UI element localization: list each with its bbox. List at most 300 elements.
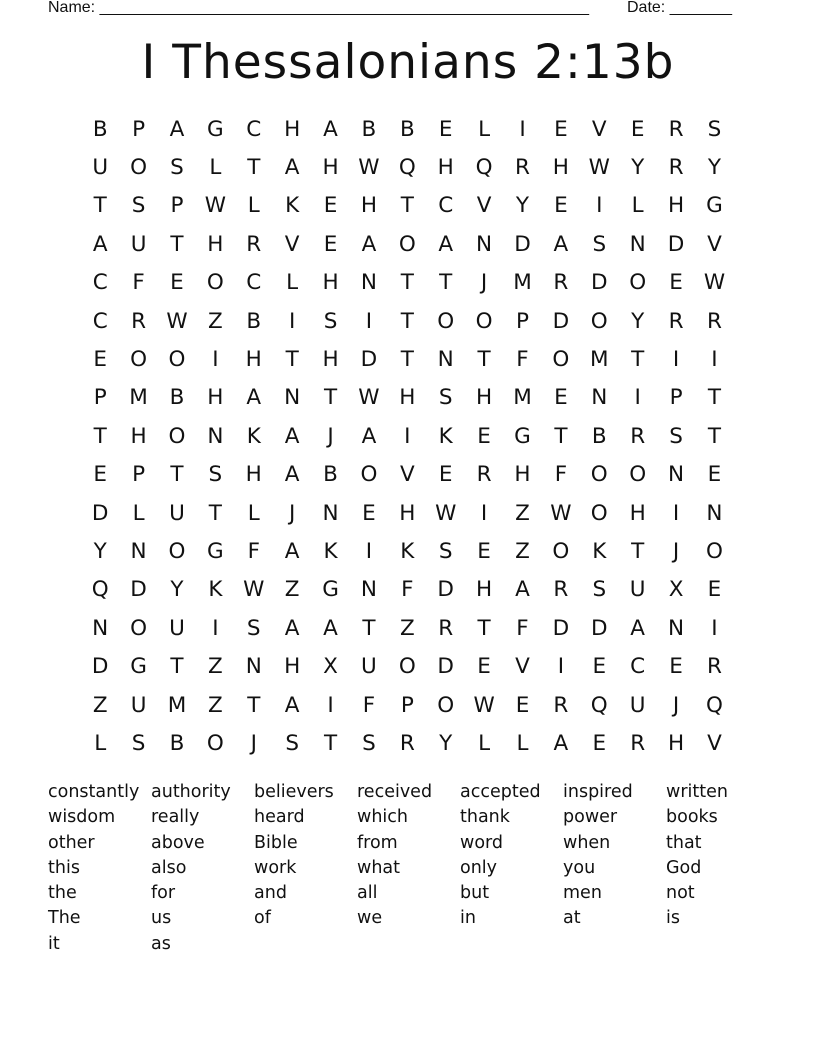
grid-letter[interactable]: N: [322, 500, 339, 526]
grid-letter[interactable]: V: [284, 231, 300, 257]
grid-letter[interactable]: R: [476, 462, 492, 488]
date-field[interactable]: Date: _______: [627, 0, 732, 16]
grid-letter[interactable]: O: [552, 538, 570, 564]
grid-letter[interactable]: I: [672, 500, 680, 526]
grid-letter[interactable]: C: [630, 654, 646, 680]
grid-letter[interactable]: P: [170, 193, 184, 219]
grid-letter[interactable]: S: [669, 423, 683, 449]
grid-letter[interactable]: K: [208, 577, 223, 603]
grid-letter[interactable]: T: [247, 692, 261, 718]
grid-letter[interactable]: K: [323, 538, 338, 564]
grid-letter[interactable]: A: [284, 615, 300, 641]
grid-letter[interactable]: U: [629, 692, 646, 718]
grid-letter[interactable]: M: [513, 385, 532, 411]
grid-letter[interactable]: G: [706, 193, 723, 219]
grid-letter[interactable]: R: [630, 423, 646, 449]
grid-letter[interactable]: W: [588, 155, 610, 181]
grid-letter[interactable]: Z: [208, 308, 223, 334]
grid-letter[interactable]: C: [92, 308, 108, 334]
grid-letter[interactable]: I: [365, 538, 373, 564]
grid-letter[interactable]: E: [554, 193, 568, 219]
grid-letter[interactable]: K: [246, 423, 261, 449]
grid-letter[interactable]: L: [478, 116, 491, 142]
grid-letter[interactable]: R: [553, 692, 569, 718]
word-bank-item: really: [151, 807, 200, 828]
grid-letter[interactable]: O: [398, 654, 416, 680]
grid-letter[interactable]: N: [92, 615, 109, 641]
grid-letter[interactable]: L: [94, 730, 107, 756]
grid-letter[interactable]: N: [284, 385, 301, 411]
grid-letter[interactable]: A: [169, 116, 185, 142]
grid-letter[interactable]: H: [667, 193, 685, 219]
grid-letter[interactable]: R: [668, 116, 684, 142]
grid-letter[interactable]: O: [130, 615, 148, 641]
grid-letter[interactable]: S: [438, 538, 453, 564]
grid-letter[interactable]: T: [362, 615, 376, 641]
grid-letter[interactable]: L: [209, 155, 222, 181]
grid-letter[interactable]: E: [477, 538, 491, 564]
grid-letter[interactable]: R: [399, 730, 415, 756]
grid-letter[interactable]: T: [247, 155, 261, 181]
grid-letter[interactable]: S: [592, 577, 607, 603]
grid-letter[interactable]: N: [437, 347, 454, 373]
word-bank-item: at: [563, 908, 581, 929]
name-field[interactable]: Name: _______________________________________________________: [48, 0, 589, 16]
grid-letter[interactable]: O: [437, 692, 455, 718]
grid-letter[interactable]: T: [93, 193, 107, 219]
grid-letter[interactable]: Z: [515, 538, 530, 564]
grid-letter[interactable]: U: [130, 692, 147, 718]
grid-letter[interactable]: R: [438, 615, 454, 641]
grid-letter[interactable]: D: [360, 347, 378, 373]
grid-letter[interactable]: R: [668, 308, 684, 334]
grid-letter[interactable]: H: [207, 231, 224, 257]
grid-letter[interactable]: H: [476, 577, 493, 603]
grid-letter[interactable]: O: [130, 155, 148, 181]
grid-letter[interactable]: S: [438, 385, 453, 411]
grid-letter[interactable]: E: [554, 116, 568, 142]
grid-letter[interactable]: N: [706, 500, 723, 526]
grid-letter[interactable]: W: [550, 500, 572, 526]
grid-letter[interactable]: K: [592, 538, 607, 564]
grid-letter[interactable]: E: [438, 462, 453, 488]
grid-letter[interactable]: H: [360, 193, 378, 219]
grid-letter[interactable]: I: [711, 615, 718, 641]
grid-letter[interactable]: D: [514, 231, 531, 257]
grid-letter[interactable]: J: [480, 270, 488, 296]
grid-letter[interactable]: V: [476, 193, 492, 219]
grid-letter[interactable]: L: [132, 500, 145, 526]
grid-letter[interactable]: N: [245, 654, 262, 680]
grid-letter[interactable]: H: [399, 500, 416, 526]
grid-letter[interactable]: I: [596, 193, 603, 219]
grid-letter[interactable]: G: [130, 654, 147, 680]
word-bank-item: wisdom: [48, 807, 116, 828]
grid-letter[interactable]: H: [245, 347, 262, 373]
grid-letter[interactable]: L: [631, 193, 644, 219]
grid-letter[interactable]: D: [590, 270, 608, 296]
grid-letter[interactable]: N: [360, 270, 377, 296]
grid-letter[interactable]: N: [629, 231, 646, 257]
grid-letter[interactable]: R: [706, 308, 722, 334]
grid-letter[interactable]: J: [250, 730, 257, 756]
grid-letter[interactable]: G: [322, 577, 339, 603]
grid-letter[interactable]: Q: [91, 577, 109, 603]
grid-letter[interactable]: O: [629, 270, 647, 296]
grid-letter[interactable]: E: [554, 385, 568, 411]
grid-letter[interactable]: F: [554, 462, 568, 488]
grid-letter[interactable]: Y: [707, 155, 722, 181]
grid-letter[interactable]: H: [322, 155, 339, 181]
grid-letter[interactable]: L: [247, 193, 260, 219]
grid-letter[interactable]: N: [668, 462, 685, 488]
grid-letter[interactable]: P: [132, 462, 146, 488]
grid-letter[interactable]: Z: [208, 654, 223, 680]
grid-letter[interactable]: A: [438, 231, 454, 257]
grid-letter[interactable]: G: [514, 423, 531, 449]
grid-letter[interactable]: Z: [399, 615, 415, 641]
grid-letter[interactable]: I: [557, 654, 565, 680]
grid-letter[interactable]: K: [438, 423, 453, 449]
grid-letter[interactable]: U: [361, 654, 377, 680]
grid-letter[interactable]: R: [131, 308, 147, 334]
grid-letter[interactable]: Q: [398, 155, 416, 181]
grid-letter[interactable]: P: [669, 385, 683, 411]
grid-letter[interactable]: A: [284, 462, 300, 488]
grid-letter[interactable]: S: [131, 730, 146, 756]
grid-letter[interactable]: N: [130, 538, 147, 564]
grid-letter[interactable]: U: [92, 155, 109, 181]
grid-letter[interactable]: T: [170, 462, 184, 488]
grid-letter[interactable]: G: [207, 538, 224, 564]
grid-letter[interactable]: E: [477, 423, 491, 449]
grid-letter[interactable]: D: [590, 615, 608, 641]
grid-letter[interactable]: A: [630, 615, 646, 641]
grid-letter[interactable]: O: [590, 462, 608, 488]
grid-letter[interactable]: V: [591, 116, 607, 142]
grid-letter[interactable]: O: [475, 308, 493, 334]
grid-letter[interactable]: D: [437, 654, 454, 680]
grid-letter[interactable]: R: [515, 155, 530, 181]
grid-letter[interactable]: H: [552, 155, 569, 181]
grid-letter[interactable]: Y: [439, 730, 453, 756]
grid-letter[interactable]: O: [437, 308, 455, 334]
grid-letter[interactable]: B: [169, 730, 185, 756]
grid-letter[interactable]: A: [515, 577, 530, 603]
grid-letter[interactable]: L: [286, 270, 299, 296]
grid-letter[interactable]: T: [323, 385, 338, 411]
grid-letter[interactable]: T: [93, 423, 107, 449]
grid-letter[interactable]: O: [168, 538, 186, 564]
grid-letter[interactable]: N: [591, 385, 608, 411]
grid-letter[interactable]: T: [400, 308, 414, 334]
grid-letter[interactable]: U: [169, 615, 185, 641]
grid-letter[interactable]: E: [438, 116, 453, 142]
grid-letter[interactable]: R: [553, 270, 569, 296]
grid-letter[interactable]: E: [669, 654, 683, 680]
grid-letter[interactable]: B: [591, 423, 607, 449]
grid-letter[interactable]: T: [400, 270, 414, 296]
grid-letter[interactable]: C: [438, 193, 454, 219]
word-bank-item: the: [48, 883, 77, 904]
grid-letter[interactable]: H: [245, 462, 262, 488]
grid-letter[interactable]: O: [590, 308, 608, 334]
grid-letter[interactable]: S: [362, 730, 376, 756]
grid-letter[interactable]: A: [323, 116, 338, 142]
grid-letter[interactable]: B: [92, 116, 108, 142]
grid-letter[interactable]: C: [246, 270, 262, 296]
grid-letter[interactable]: T: [707, 385, 722, 411]
grid-letter[interactable]: H: [399, 385, 416, 411]
grid-letter[interactable]: L: [247, 500, 260, 526]
grid-letter[interactable]: S: [323, 308, 338, 334]
grid-letter[interactable]: D: [552, 615, 570, 641]
grid-letter[interactable]: D: [91, 500, 109, 526]
grid-letter[interactable]: F: [247, 538, 260, 564]
grid-letter[interactable]: I: [519, 116, 526, 142]
word-bank-item: for: [151, 883, 176, 904]
grid-letter[interactable]: A: [284, 692, 300, 718]
grid-letter[interactable]: H: [629, 500, 646, 526]
grid-letter[interactable]: L: [516, 730, 529, 756]
grid-letter[interactable]: X: [323, 654, 338, 680]
grid-letter[interactable]: E: [669, 270, 683, 296]
grid-letter[interactable]: G: [207, 116, 224, 142]
grid-letter[interactable]: A: [246, 385, 262, 411]
grid-letter[interactable]: U: [130, 231, 147, 257]
grid-letter[interactable]: Y: [170, 577, 184, 603]
grid-letter[interactable]: B: [323, 462, 338, 488]
grid-letter[interactable]: I: [212, 615, 219, 641]
grid-letter[interactable]: T: [170, 654, 184, 680]
grid-letter[interactable]: B: [361, 116, 377, 142]
grid-letter[interactable]: T: [554, 423, 568, 449]
grid-letter[interactable]: A: [361, 423, 377, 449]
grid-letter[interactable]: S: [170, 155, 184, 181]
grid-letter[interactable]: F: [132, 270, 145, 296]
grid-letter[interactable]: E: [707, 577, 722, 603]
grid-letter[interactable]: D: [552, 308, 570, 334]
grid-letter[interactable]: W: [358, 155, 380, 181]
grid-letter[interactable]: R: [630, 730, 646, 756]
grid-letter[interactable]: D: [437, 577, 454, 603]
grid-letter[interactable]: S: [131, 193, 146, 219]
word-bank: [48, 780, 769, 957]
grid-letter[interactable]: F: [516, 347, 529, 373]
grid-letter[interactable]: R: [706, 654, 722, 680]
grid-letter[interactable]: C: [92, 270, 108, 296]
grid-letter[interactable]: M: [167, 692, 187, 718]
grid-letter[interactable]: E: [93, 347, 107, 373]
grid-letter[interactable]: F: [362, 692, 376, 718]
grid-letter[interactable]: H: [284, 116, 301, 142]
grid-letter[interactable]: D: [91, 654, 109, 680]
grid-letter[interactable]: D: [667, 231, 685, 257]
grid-letter[interactable]: A: [284, 538, 300, 564]
grid-letter[interactable]: U: [629, 577, 646, 603]
grid-letter[interactable]: B: [399, 116, 415, 142]
grid-letter[interactable]: I: [288, 308, 296, 334]
grid-letter[interactable]: A: [284, 155, 300, 181]
grid-letter[interactable]: P: [93, 385, 107, 411]
grid-letter[interactable]: O: [168, 423, 186, 449]
grid-letter[interactable]: A: [361, 231, 377, 257]
grid-letter[interactable]: Q: [590, 692, 608, 718]
grid-letter[interactable]: I: [711, 347, 718, 373]
grid-letter[interactable]: E: [515, 692, 530, 718]
grid-letter[interactable]: I: [634, 385, 641, 411]
grid-letter[interactable]: R: [553, 577, 569, 603]
grid-letter[interactable]: T: [631, 538, 645, 564]
grid-letter[interactable]: A: [323, 615, 338, 641]
grid-letter[interactable]: K: [285, 193, 300, 219]
grid-letter[interactable]: U: [169, 500, 185, 526]
grid-letter[interactable]: E: [592, 730, 607, 756]
grid-letter[interactable]: J: [672, 692, 680, 718]
grid-letter[interactable]: Q: [475, 155, 493, 181]
grid-letter[interactable]: R: [246, 231, 262, 257]
grid-letter[interactable]: O: [168, 347, 186, 373]
grid-letter[interactable]: W: [435, 500, 457, 526]
grid-letter[interactable]: A: [553, 231, 569, 257]
grid-letter[interactable]: B: [169, 385, 185, 411]
grid-letter[interactable]: E: [592, 654, 607, 680]
grid-letter[interactable]: J: [327, 423, 334, 449]
grid-letter[interactable]: I: [672, 347, 680, 373]
grid-letter[interactable]: T: [208, 500, 222, 526]
grid-letter[interactable]: N: [360, 577, 377, 603]
grid-letter[interactable]: Z: [208, 692, 223, 718]
grid-letter[interactable]: E: [707, 462, 722, 488]
grid-letter[interactable]: V: [515, 654, 530, 680]
grid-letter[interactable]: L: [478, 730, 491, 756]
grid-letter[interactable]: O: [705, 538, 723, 564]
grid-letter[interactable]: Z: [284, 577, 300, 603]
grid-letter[interactable]: Y: [631, 155, 645, 181]
grid-letter[interactable]: T: [323, 730, 338, 756]
grid-letter[interactable]: T: [170, 231, 184, 257]
grid-letter[interactable]: E: [93, 462, 107, 488]
grid-letter[interactable]: R: [668, 155, 684, 181]
grid-letter[interactable]: H: [207, 385, 224, 411]
grid-letter[interactable]: D: [130, 577, 147, 603]
grid-letter[interactable]: F: [516, 615, 529, 641]
grid-letter[interactable]: W: [473, 692, 495, 718]
grid-letter[interactable]: W: [204, 193, 226, 219]
grid-letter[interactable]: V: [399, 462, 415, 488]
grid-letter[interactable]: T: [285, 347, 299, 373]
grid-letter[interactable]: A: [92, 231, 108, 257]
grid-letter[interactable]: I: [365, 308, 373, 334]
grid-letter[interactable]: H: [514, 462, 531, 488]
grid-letter[interactable]: M: [129, 385, 148, 411]
grid-letter[interactable]: H: [437, 155, 454, 181]
grid-letter[interactable]: E: [362, 500, 376, 526]
word-bank-item: inspired: [563, 782, 633, 802]
grid-letter[interactable]: O: [206, 730, 224, 756]
grid-letter[interactable]: S: [592, 231, 607, 257]
grid-letter[interactable]: Z: [515, 500, 530, 526]
grid-letter[interactable]: A: [553, 730, 569, 756]
grid-letter[interactable]: I: [480, 500, 488, 526]
grid-letter[interactable]: E: [323, 193, 338, 219]
grid-letter[interactable]: M: [513, 270, 532, 296]
grid-letter[interactable]: Q: [705, 692, 723, 718]
grid-letter[interactable]: W: [243, 577, 265, 603]
grid-letter[interactable]: H: [476, 385, 493, 411]
grid-letter[interactable]: P: [132, 116, 146, 142]
grid-letter[interactable]: K: [400, 538, 415, 564]
grid-letter[interactable]: W: [166, 308, 188, 334]
grid-letter[interactable]: B: [246, 308, 262, 334]
grid-letter[interactable]: H: [667, 730, 685, 756]
grid-letter[interactable]: Y: [93, 538, 107, 564]
grid-letter[interactable]: O: [552, 347, 570, 373]
grid-letter[interactable]: N: [207, 423, 224, 449]
word-bank-item: from: [357, 832, 398, 853]
grid-letter[interactable]: M: [589, 347, 609, 373]
grid-letter[interactable]: V: [707, 231, 722, 257]
grid-letter[interactable]: O: [398, 231, 416, 257]
grid-letter[interactable]: P: [516, 308, 529, 334]
grid-letter[interactable]: A: [284, 423, 300, 449]
grid-letter[interactable]: S: [208, 462, 223, 488]
grid-letter[interactable]: J: [288, 500, 296, 526]
grid-letter[interactable]: N: [668, 615, 685, 641]
grid-letter[interactable]: E: [477, 654, 491, 680]
grid-letter[interactable]: H: [130, 423, 147, 449]
grid-letter[interactable]: W: [703, 270, 726, 296]
grid-letter[interactable]: I: [404, 423, 411, 449]
grid-letter[interactable]: T: [707, 423, 722, 449]
grid-letter[interactable]: Z: [92, 692, 108, 718]
grid-letter[interactable]: W: [358, 385, 380, 411]
grid-letter[interactable]: S: [246, 615, 261, 641]
grid-letter[interactable]: J: [672, 538, 680, 564]
grid-letter[interactable]: O: [629, 462, 647, 488]
grid-letter[interactable]: E: [323, 231, 338, 257]
grid-letter[interactable]: I: [212, 347, 219, 373]
grid-letter[interactable]: T: [631, 347, 645, 373]
grid-letter[interactable]: E: [170, 270, 184, 296]
grid-letter[interactable]: E: [630, 116, 645, 142]
grid-letter[interactable]: X: [668, 577, 684, 603]
grid-letter[interactable]: P: [400, 692, 414, 718]
grid-letter[interactable]: O: [206, 270, 224, 296]
grid-letter[interactable]: S: [707, 116, 722, 142]
grid-letter[interactable]: O: [130, 347, 148, 373]
grid-letter[interactable]: V: [707, 730, 722, 756]
grid-letter[interactable]: H: [322, 270, 339, 296]
grid-letter[interactable]: T: [400, 347, 414, 373]
grid-letter[interactable]: N: [476, 231, 493, 257]
grid-letter[interactable]: F: [401, 577, 414, 603]
grid-letter[interactable]: T: [477, 347, 491, 373]
grid-letter[interactable]: T: [400, 193, 414, 219]
grid-letter[interactable]: T: [439, 270, 453, 296]
grid-letter[interactable]: H: [284, 654, 301, 680]
word-bank-item: as: [151, 933, 171, 954]
grid-letter[interactable]: I: [327, 692, 334, 718]
grid-letter[interactable]: C: [246, 116, 262, 142]
grid-letter[interactable]: Y: [515, 193, 530, 219]
grid-letter[interactable]: O: [360, 462, 378, 488]
grid-letter[interactable]: H: [322, 347, 339, 373]
grid-letter[interactable]: O: [590, 500, 608, 526]
grid-letter[interactable]: T: [477, 615, 491, 641]
grid-letter[interactable]: S: [285, 730, 299, 756]
grid-letter[interactable]: Y: [631, 308, 645, 334]
